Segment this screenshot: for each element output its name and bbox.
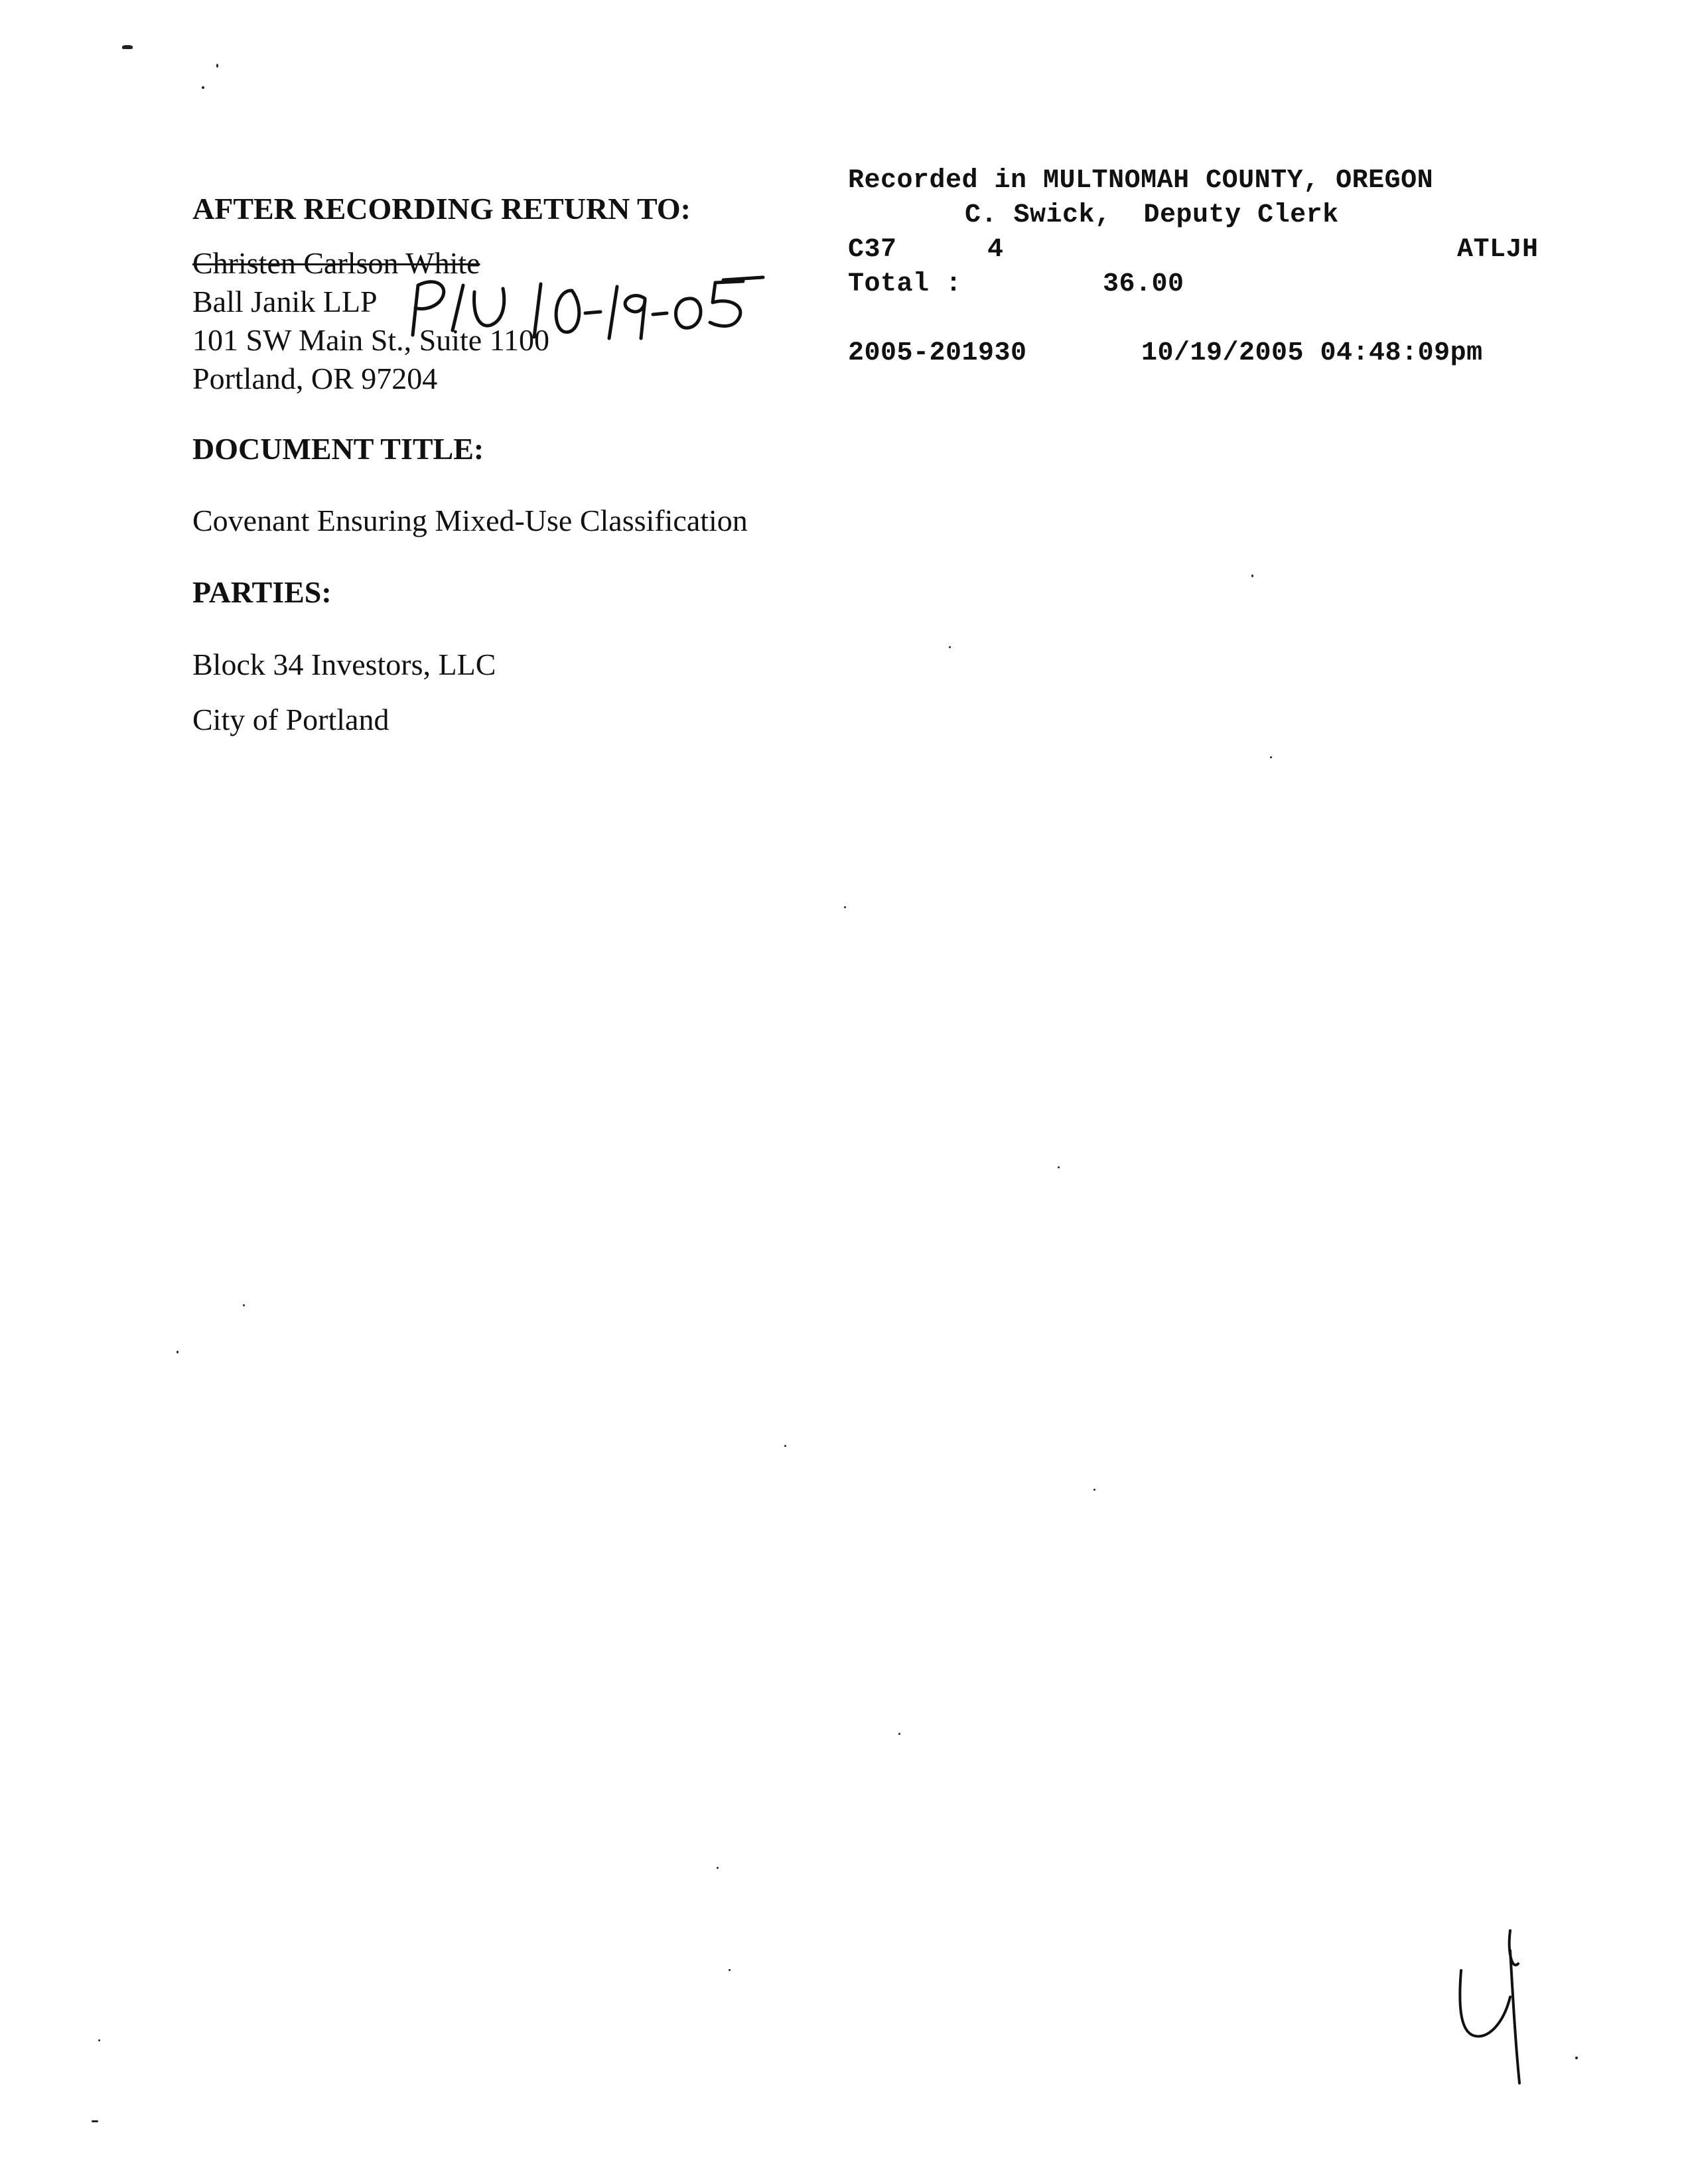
scan-speck — [949, 646, 951, 648]
scan-speck — [1093, 1489, 1095, 1491]
return-name-struck: Christen Carlson White — [192, 246, 480, 280]
scan-speck — [1575, 2057, 1578, 2059]
stamp-document-number: 2005-201930 — [848, 338, 1027, 368]
return-city: Portland, OR 97204 — [192, 362, 438, 395]
scan-speck — [216, 64, 218, 68]
scan-speck — [122, 45, 133, 49]
handwritten-pickup-note — [398, 272, 770, 345]
scan-speck — [92, 2120, 98, 2122]
stamp-clerk: C. Swick, Deputy Clerk — [965, 200, 1339, 230]
scan-speck — [1251, 575, 1253, 577]
stamp-initials: ATLJH — [1457, 235, 1539, 265]
scan-speck — [898, 1733, 900, 1735]
stamp-pages: 4 — [987, 235, 1004, 265]
scan-speck — [243, 1304, 245, 1306]
stamp-code: C37 — [848, 235, 897, 265]
stamp-recorded-line: Recorded in MULTNOMAH COUNTY, OREGON — [848, 166, 1434, 196]
scan-speck — [1058, 1166, 1060, 1168]
handwritten-page-mark — [1446, 1924, 1546, 2096]
scan-speck — [729, 1969, 731, 1971]
document-title-heading: DOCUMENT TITLE: — [192, 432, 484, 466]
scan-speck — [176, 1351, 178, 1353]
stamp-total-label: Total : — [848, 269, 962, 299]
party-item: City of Portland — [192, 703, 389, 736]
return-to-heading: AFTER RECORDING RETURN TO: — [192, 192, 691, 226]
parties-heading: PARTIES: — [192, 575, 332, 609]
party-item: Block 34 Investors, LLC — [192, 648, 496, 681]
scan-speck — [1270, 756, 1272, 758]
scan-speck — [784, 1445, 786, 1447]
scan-speck — [844, 906, 846, 908]
return-firm: Ball Janik LLP — [192, 285, 378, 318]
stamp-datetime: 10/19/2005 04:48:09pm — [1141, 338, 1483, 368]
stamp-total-value: 36.00 — [1103, 269, 1184, 299]
return-street: 101 SW Main St., Suite 1100 — [192, 323, 549, 357]
scan-speck — [98, 2039, 100, 2041]
scan-speck — [202, 86, 204, 89]
document-title-value: Covenant Ensuring Mixed-Use Classification — [192, 504, 748, 537]
scan-speck — [717, 1867, 719, 1869]
